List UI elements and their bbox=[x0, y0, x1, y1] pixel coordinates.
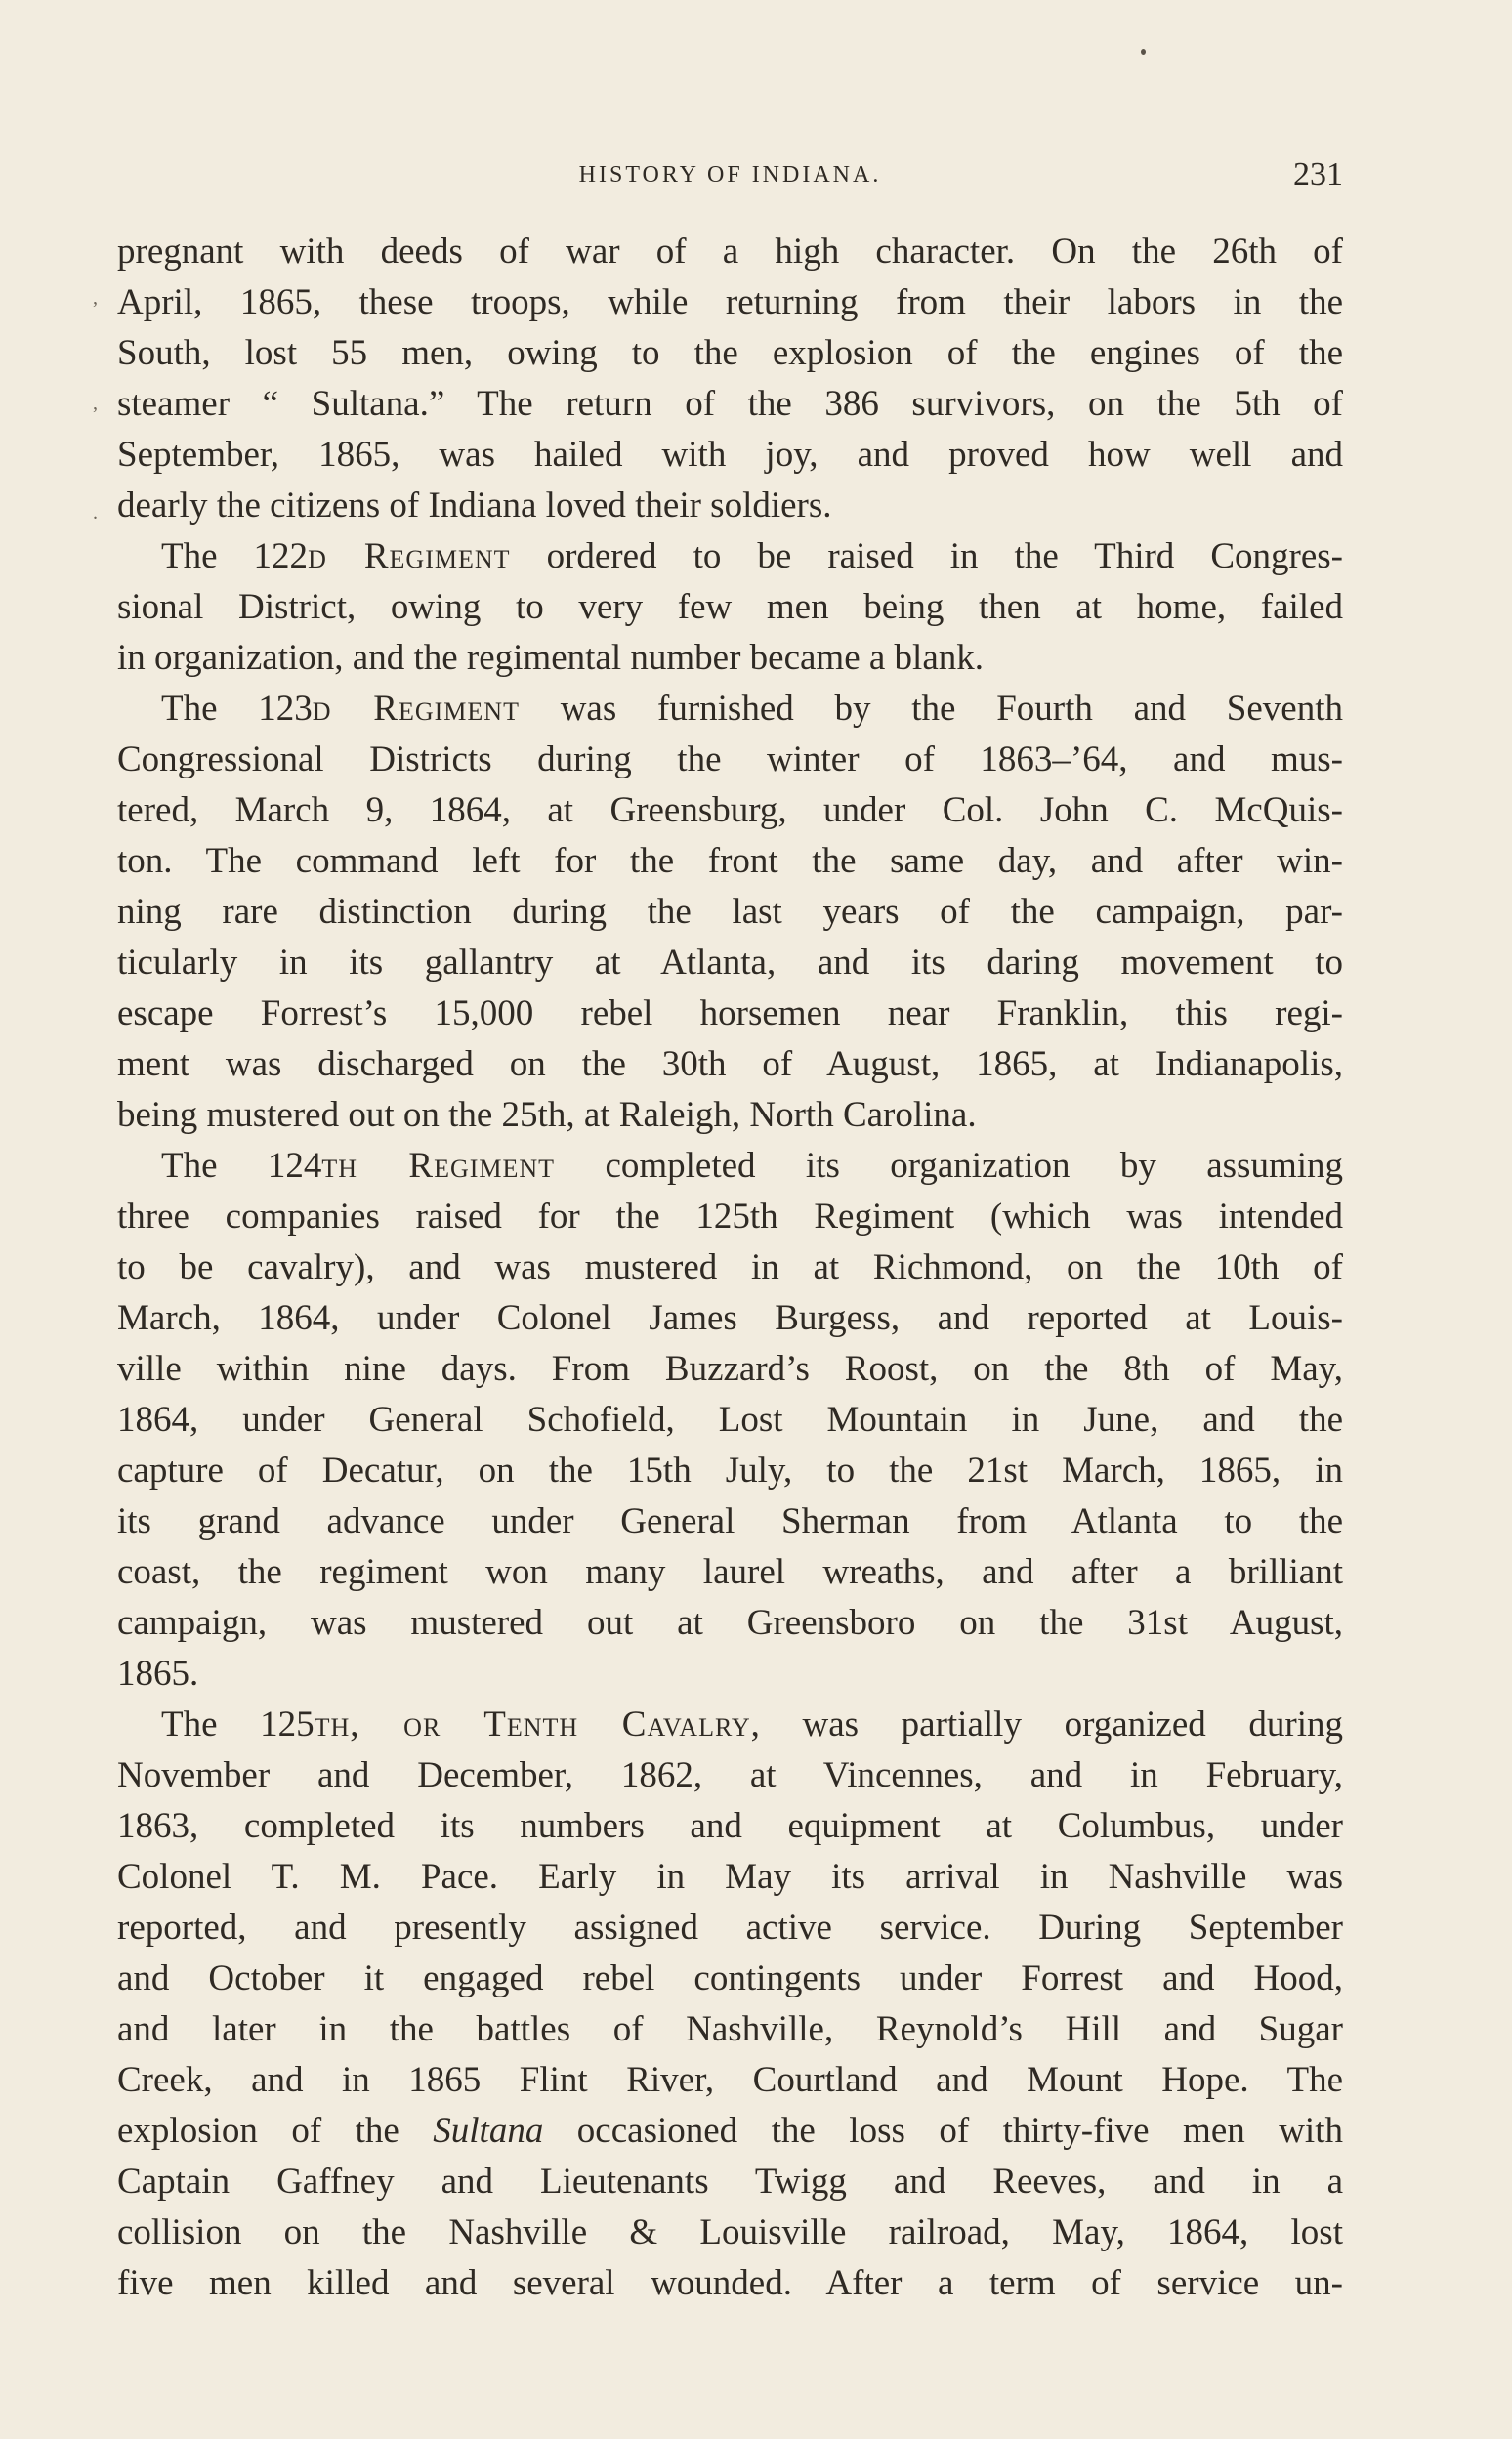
text-line: and October it engaged rebel contingents under Forrest and Hood, bbox=[117, 1958, 1343, 1998]
text-line: The 122d Regiment ordered to be raised in the Third Congres- bbox=[161, 536, 1343, 576]
text-line: escape Forrest’s 15,000 rebel horsemen near Franklin, this regi- bbox=[117, 993, 1343, 1033]
text-line: explosion of the Sultana occasioned the loss of thirty-five men with bbox=[117, 2111, 1343, 2151]
text-line: Captain Gaffney and Lieutenants Twigg and Reeves, and in a bbox=[117, 2162, 1343, 2202]
text-line: reported, and presently assigned active service. During September bbox=[117, 1908, 1343, 1948]
text-line: Creek, and in 1865 Flint River, Courtland and Mount Hope. The bbox=[117, 2060, 1343, 2100]
text-line: ning rare distinction during the last years of the campaign, par- bbox=[117, 892, 1343, 932]
text-line: being mustered out on the 25th, at Raleigh, North Carolina. bbox=[117, 1095, 977, 1135]
text-line: coast, the regiment won many laurel wreaths, and after a brilliant bbox=[117, 1552, 1343, 1592]
text-line: capture of Decatur, on the 15th July, to the 21st March, 1865, in bbox=[117, 1451, 1343, 1491]
running-title: HISTORY OF INDIANA. bbox=[578, 162, 882, 188]
text-line: ticularly in its gallantry at Atlanta, and its daring movement to bbox=[117, 943, 1343, 983]
text-line: 1864, under General Schofield, Lost Mountain in June, and the bbox=[117, 1400, 1343, 1440]
text-line: tered, March 9, 1864, at Greensburg, under Col. John C. McQuis- bbox=[117, 790, 1343, 830]
text-line: and later in the battles of Nashville, Reynold’s Hill and Sugar bbox=[117, 2009, 1343, 2049]
margin-mark: , bbox=[93, 287, 98, 309]
text-line: ville within nine days. From Buzzard’s Roost, on the 8th of May, bbox=[117, 1349, 1343, 1389]
text-line: 1863, completed its numbers and equipment at Columbus, under bbox=[117, 1806, 1343, 1846]
text-line: September, 1865, was hailed with joy, and proved how well and bbox=[117, 435, 1343, 475]
text-line: The 125th, or Tenth Cavalry, was partially organized during bbox=[161, 1704, 1343, 1745]
text-line: ment was discharged on the 30th of August, 1865, at Indianapolis, bbox=[117, 1044, 1343, 1084]
text-line: Colonel T. M. Pace. Early in May its arrival in Nashville was bbox=[117, 1857, 1343, 1897]
text-line: pregnant with deeds of war of a high character. On the 26th of bbox=[117, 231, 1343, 272]
text-line: collision on the Nashville & Louisville railroad, May, 1864, lost bbox=[117, 2212, 1343, 2252]
text-line: 1865. bbox=[117, 1654, 199, 1694]
text-line: April, 1865, these troops, while returning from their labors in the bbox=[117, 282, 1343, 322]
text-line: dearly the citizens of Indiana loved their soldiers. bbox=[117, 485, 832, 526]
text-line: ton. The command left for the front the same day, and after win- bbox=[117, 841, 1343, 881]
text-line: to be cavalry), and was mustered in at Richmond, on the 10th of bbox=[117, 1247, 1343, 1287]
body-text bbox=[117, 227, 1343, 2309]
text-line: The 123d Regiment was furnished by the Fourth and Seventh bbox=[161, 689, 1343, 729]
text-line: Congressional Districts during the winter of 1863–’64, and mus- bbox=[117, 739, 1343, 779]
text-line: in organization, and the regimental number became a blank. bbox=[117, 638, 984, 678]
text-line: steamer “ Sultana.” The return of the 386 survivors, on the 5th of bbox=[117, 384, 1343, 424]
text-line: November and December, 1862, at Vincennes, and in February, bbox=[117, 1755, 1343, 1795]
text-line: its grand advance under General Sherman from Atlanta to the bbox=[117, 1501, 1343, 1541]
text-line: sional District, owing to very few men being then at home, failed bbox=[117, 587, 1343, 627]
text-line: March, 1864, under Colonel James Burgess, and reported at Louis- bbox=[117, 1298, 1343, 1338]
text-line: The 124th Regiment completed its organization by assuming bbox=[161, 1146, 1343, 1186]
margin-mark: , bbox=[93, 393, 98, 414]
text-line: three companies raised for the 125th Regiment (which was intended bbox=[117, 1197, 1343, 1237]
text-line: five men killed and several wounded. After a term of service un- bbox=[117, 2263, 1343, 2303]
running-head bbox=[117, 156, 1343, 195]
page-number: 231 bbox=[1293, 156, 1343, 192]
text-line: South, lost 55 men, owing to the explosion of the engines of the bbox=[117, 333, 1343, 373]
margin-mark: . bbox=[93, 502, 98, 524]
text-line: campaign, was mustered out at Greensboro on the 31st August, bbox=[117, 1603, 1343, 1643]
ink-speck bbox=[1141, 49, 1146, 55]
